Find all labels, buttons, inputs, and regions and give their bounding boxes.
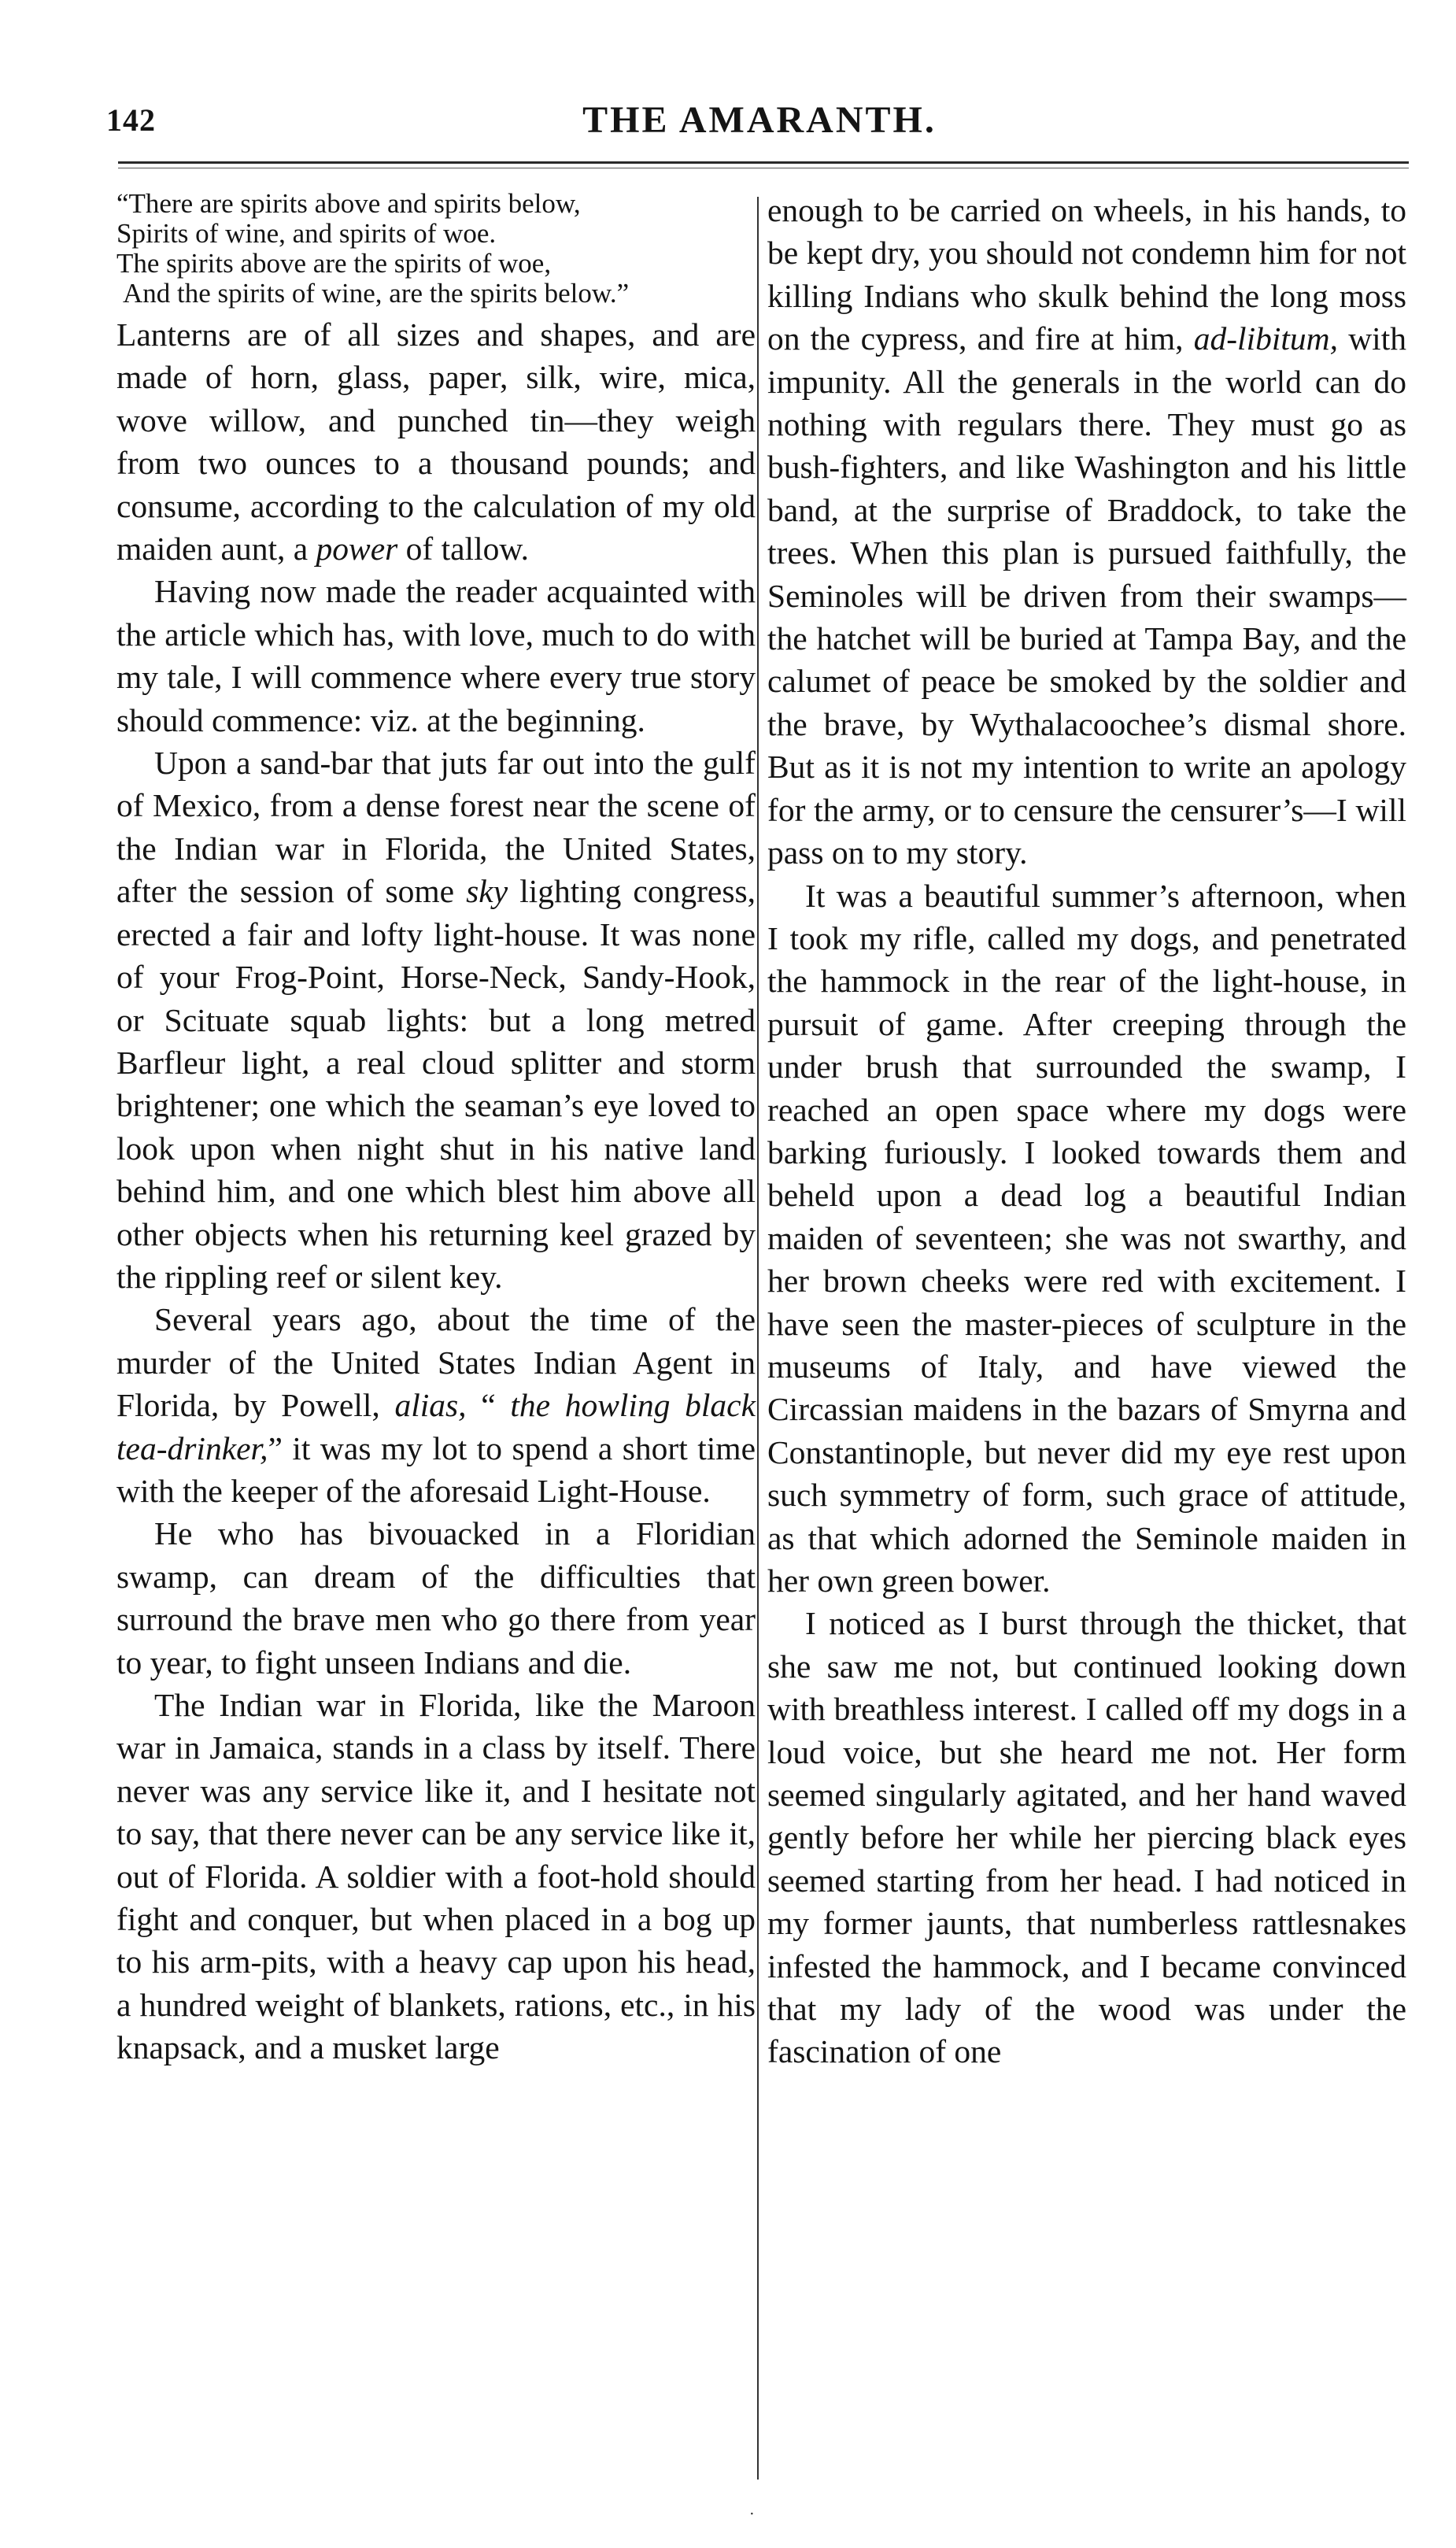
italic-text: the howling black tea-drinker, (116, 1387, 756, 1466)
verse-line: And the spirits of wine, are the spirits below.” (123, 278, 630, 309)
page-number: 142 (106, 102, 156, 138)
paragraph-text: with impunity. All the generals in the world can do nothing with regulars there. They must go as bush-fighters, and like Washington and his little band, at the surprise of Braddock, to take the trees. When this plan is pursued faithfully, the Seminoles will be driven from their swamps—the hatchet will be buried at Tampa Bay, and the calumet of peace be smoked by the soldier and the brave, by Wythalacoochee’s dismal shore. But as it is not my intention to write an apology for the army, or to censure the censurer’s—I will pass on to my story. (767, 320, 1406, 871)
paragraph-text: of tallow. (397, 531, 530, 568)
paragraph: It was a beautiful summer’s afternoon, when I took my rifle, called my dogs, and penetrated the hammock in the rear of the light-house, in pursuit of game. After creeping through the under brush that surrounded the swamp, I reached an open space where my dogs were barking furiously. I looked towards them and beheld upon a dead log a beautiful Indian maiden of seventeen; she was not swarthy, and her brown cheeks were red with excitement. I have seen the master-pieces of sculpture in the museums of Italy, and have viewed the Circassian maidens in the bazars of Smyrna and Constantinople, but never did my eye rest upon such symmetry of form, such grace of attitude, as that which adorned the Seminole maiden in her own green bower. (767, 877, 1406, 1599)
paragraph-text: Several years ago, about the time of the murder of the United States Indian Agent in Florida, by Powell, (116, 1301, 756, 1424)
paragraph-text: lighting congress, erected a fair and lofty light-house. It was none of your Frog-Point, Horse-Neck, Sandy-Hook, or Scituate squab lights: but a long metred Barfleur light, a real cloud splitter and storm brightener; one which the seaman’s eye loved to look upon when night shut in his native land behind him, and one which blest him above all other objects when his returning keel grazed by the rippling reef or silent key. (116, 873, 756, 1295)
italic-text: sky (466, 873, 508, 910)
verse-line: “There are spirits above and spirits below, (116, 188, 581, 219)
paragraph-text: enough to be carried on wheels, in his hands, to be kept dry, you should not condemn him for not killing Indians who skulk behind the long moss on the cypress, and fire at him, (767, 192, 1406, 357)
paragraph: Having now made the reader acquainted with the article which has, with love, much to do with my tale, I will commence where every true story should commence: viz. at the beginning. (116, 573, 756, 738)
paragraph-text: “ (466, 1387, 511, 1424)
paragraph (116, 741, 756, 1298)
paragraph (116, 1298, 756, 1512)
paragraph: I noticed as I burst through the thicket, that she saw me not, but continued looking down with breathless interest. I called off my dogs in a loud voice, but she heard me not. Her form seemed singularly agitated, and her hand waved gently before her while her piercing black eyes seemed starting from her head. I had noticed in my former jaunts, that numberless rattlesnakes infested the hammock, and I became convinced that my lady of the wood was under the fascination of one (767, 1605, 1406, 2070)
paragraph (767, 189, 1406, 875)
paragraph: The Indian war in Florida, like the Maroon war in Jamaica, stands in a class by itself. There never was any service like it, and I hesitate not to say, that there never can be any service like it, out of Florida. A soldier with a foot-hold should fight and conquer, but when placed in a bog up to his arm-pits, with a heavy cap upon his head, a hundred weight of blankets, rations, etc., in his knapsack, and a musket large (116, 1687, 756, 2066)
printer-mark: · (749, 2505, 755, 2523)
italic-text: ad-libitum, (1193, 320, 1339, 357)
paragraph-text: ” it was my lot to spend a short time with the keeper of the aforesaid Light-House. (116, 1429, 756, 1509)
epigraph-verse (116, 189, 756, 309)
paragraph-text: Lanterns are of all sizes and shapes, and are made of horn, glass, paper, silk, wire, mica, wove willow, and punched tin—they weigh from two ounces to a thousand pounds; and consume, according to the calculation of my old maiden aunt, a (116, 316, 756, 568)
right-column (767, 189, 1406, 2073)
header-rule (118, 161, 1409, 164)
verse-line: The spirits above are the spirits of woe, (116, 248, 552, 279)
paragraph: He who has bivouacked in a Floridian swamp, can dream of the difficulties that surround the brave men who go there from year to year, to fight unseen Indians and die. (116, 1515, 756, 1681)
italic-text: alias, (394, 1387, 467, 1424)
verse-line: Spirits of wine, and spirits of woe. (116, 218, 497, 249)
page-header (106, 98, 1413, 153)
paragraph (116, 313, 756, 570)
left-column (116, 189, 756, 2069)
paragraph-text: Upon a sand-bar that juts far out into the gulf of Mexico, from a dense forest near the scene of the Indian war in Florida, the United States, after the session of some (116, 745, 756, 910)
running-title: THE AMARANTH. (582, 99, 937, 141)
italic-text: power (316, 531, 398, 568)
column-divider (757, 197, 759, 2480)
